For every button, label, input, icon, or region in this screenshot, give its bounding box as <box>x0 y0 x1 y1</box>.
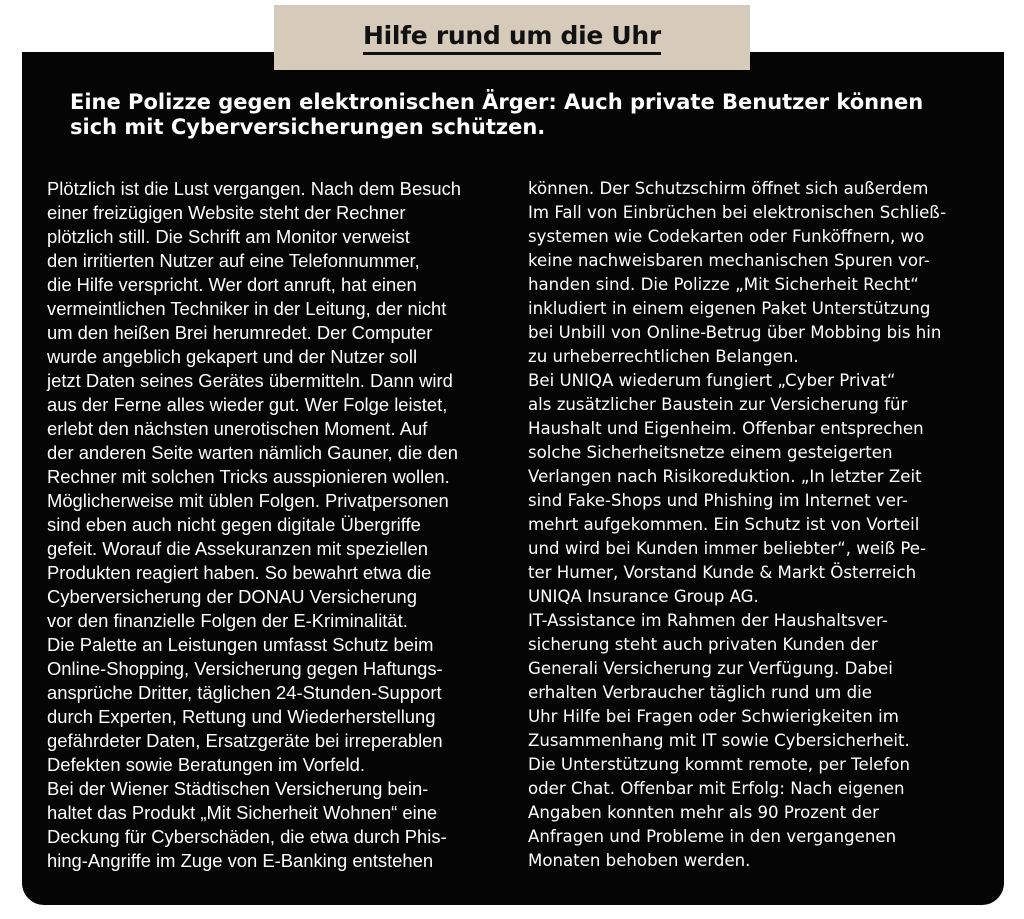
text-line: inkludiert in einem eigenen Paket Unterstützung <box>528 299 931 318</box>
text-line: IT-Assistance im Rahmen der Haushaltsver- <box>528 611 888 630</box>
text-line: Plötzlich ist die Lust vergangen. Nach dem Besuch <box>47 178 462 199</box>
text-line: Im Fall von Einbrüchen bei elektronischen Schließ- <box>528 203 947 222</box>
text-line: jetzt Daten seines Gerätes übermitteln. Dann wird <box>47 370 453 391</box>
text-line: Defekten sowie Beratungen im Vorfeld. <box>47 754 365 775</box>
text-line: durch Experten, Rettung und Wiederherstellung <box>47 706 436 727</box>
text-line: Angaben konnten mehr als 90 Prozent der <box>528 803 879 822</box>
text-line: oder Chat. Offenbar mit Erfolg: Nach eigenen <box>528 779 905 798</box>
text-line: Uhr Hilfe bei Fragen oder Schwierigkeiten im <box>528 707 899 726</box>
text-line: systemen wie Codekarten oder Funköffnern, wo <box>528 227 925 246</box>
text-line: Zusammenhang mit IT sowie Cybersicherheit. <box>528 731 910 750</box>
left-text-column <box>47 177 507 873</box>
text-line: und wird bei Kunden immer beliebter“, weiß Pe- <box>528 539 926 558</box>
text-line: zu urheberrechtlichen Belangen. <box>528 347 799 366</box>
text-line: die Hilfe verspricht. Wer dort anruft, hat einen <box>47 274 417 295</box>
text-line: sind Fake-Shops und Phishing im Internet ver- <box>528 491 908 510</box>
text-line: handen sind. Die Polizze „Mit Sicherheit Recht“ <box>528 275 919 294</box>
text-line: bei Unbill von Online-Betrug über Mobbing bis hin <box>528 323 942 342</box>
text-line: Haushalt und Eigenheim. Offenbar entsprechen <box>528 419 924 438</box>
text-line: Generali Versicherung zur Verfügung. Dabei <box>528 659 893 678</box>
text-line: hing-Angriffe im Zuge von E-Banking entstehen <box>47 850 434 871</box>
text-line: Bei der Wiener Städtischen Versicherung bein- <box>47 778 429 799</box>
text-line: Online-Shopping, Versicherung gegen Haftungs- <box>47 658 443 679</box>
text-line: keine nachweisbaren mechanischen Spuren vor- <box>528 251 930 270</box>
box-title-tab <box>274 5 750 70</box>
text-line: haltet das Produkt „Mit Sicherheit Wohnen“ eine <box>47 802 438 823</box>
text-line: Rechner mit solchen Tricks ausspionieren wollen. <box>47 466 450 487</box>
text-line: einer freizügigen Website steht der Rechner <box>47 202 406 223</box>
text-line: ansprüche Dritter, täglichen 24-Stunden-Support <box>47 682 442 703</box>
text-line: den irritierten Nutzer auf eine Telefonnummer, <box>47 250 420 271</box>
text-line: Cyberversicherung der DONAU Versicherung <box>47 586 418 607</box>
text-line: erlebt den nächsten unerotischen Moment. Auf <box>47 418 428 439</box>
text-line: sicherung steht auch privaten Kunden der <box>528 635 878 654</box>
text-line: aus der Ferne alles wieder gut. Wer Folge leistet, <box>47 394 448 415</box>
text-line: Monaten behoben werden. <box>528 851 751 870</box>
text-line: Die Palette an Leistungen umfasst Schutz beim <box>47 634 434 655</box>
text-line: Bei UNIQA wiederum fungiert „Cyber Privat“ <box>528 371 896 390</box>
text-line: Anfragen und Probleme in den vergangenen <box>528 827 897 846</box>
text-line: sind eben auch nicht gegen digitale Übergriffe <box>47 514 421 535</box>
text-line: als zusätzlicher Baustein zur Versicherung für <box>528 395 908 414</box>
article-panel <box>22 52 1004 905</box>
text-line: erhalten Verbraucher täglich rund um die <box>528 683 872 702</box>
text-line: können. Der Schutzschirm öffnet sich außerdem <box>528 179 929 198</box>
text-line: Deckung für Cyberschäden, die etwa durch Phis- <box>47 826 447 847</box>
article-headline: Eine Polizze gegen elektronischen Ärger: Auch private Benutzer können sich mit Cyberversicherungen schützen. <box>70 90 924 139</box>
text-line: mehrt aufgekommen. Ein Schutz ist von Vorteil <box>528 515 920 534</box>
text-line: gefährdeter Daten, Ersatzgeräte bei irreperablen <box>47 730 443 751</box>
box-title: Hilfe rund um die Uhr <box>363 21 661 55</box>
text-line: um den heißen Brei herumredet. Der Computer <box>47 322 433 343</box>
text-line: gefeit. Worauf die Assekuranzen mit speziellen <box>47 538 428 559</box>
text-line: Verlangen nach Risikoreduktion. „In letzter Zeit <box>528 467 922 486</box>
text-line: plötzlich still. Die Schrift am Monitor verweist <box>47 226 410 247</box>
text-line: UNIQA Insurance Group AG. <box>528 587 759 606</box>
text-line: der anderen Seite warten nämlich Gauner, die den <box>47 442 458 463</box>
text-line: ter Humer, Vorstand Kunde & Markt Österreich <box>528 563 917 582</box>
text-line: solche Sicherheitsnetze einem gesteigerten <box>528 443 893 462</box>
text-line: Möglicherweise mit üblen Folgen. Privatpersonen <box>47 490 449 511</box>
right-text-column <box>528 177 988 873</box>
text-line: Produkten reagiert haben. So bewahrt etwa die <box>47 562 432 583</box>
text-line: vermeintlichen Techniker in der Leitung, der nicht <box>47 298 447 319</box>
text-line: vor den finanzielle Folgen der E-Kriminalität. <box>47 610 408 631</box>
text-line: wurde angeblich gekapert und der Nutzer soll <box>47 346 418 367</box>
text-line: Die Unterstützung kommt remote, per Telefon <box>528 755 911 774</box>
